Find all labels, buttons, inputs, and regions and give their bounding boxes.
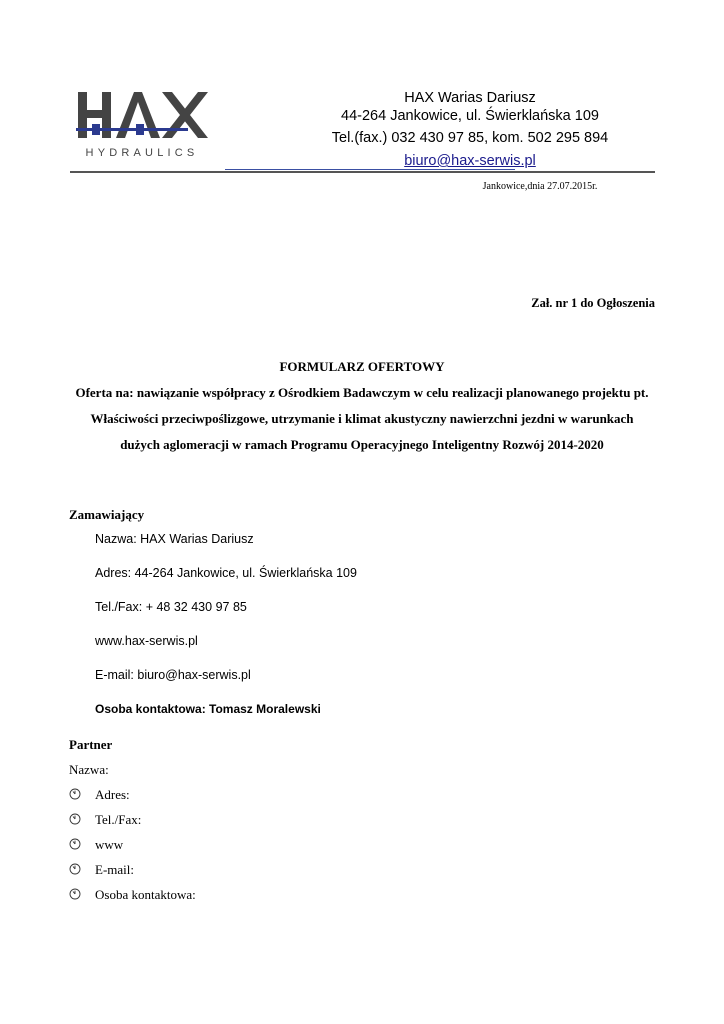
client-contact-person: Osoba kontaktowa: Tomasz Moralewski	[95, 702, 321, 716]
company-phone: Tel.(fax.) 032 430 97 85, kom. 502 295 894	[331, 130, 609, 146]
client-name: Nazwa: HAX Warias Dariusz	[95, 532, 254, 546]
client-phone: Tel./Fax: + 48 32 430 97 85	[95, 600, 247, 614]
clock-bullet-icon	[69, 863, 81, 875]
form-title: FORMULARZ OFERTOWY	[279, 359, 445, 374]
partner-field-label: E-mail:	[95, 862, 134, 877]
company-name: HAX Warias Dariusz	[404, 90, 536, 106]
client-heading: Zamawiający	[69, 507, 145, 522]
partner-field-www	[69, 837, 123, 853]
annex-label: Zał. nr 1 do Ogłoszenia	[531, 296, 655, 310]
partner-field-contact	[69, 887, 196, 903]
company-logo	[76, 90, 216, 166]
document-date: Jankowice,dnia 27.07.2015r.	[482, 181, 598, 192]
partner-field-label: Osoba kontaktowa:	[95, 887, 196, 902]
clock-bullet-icon	[69, 813, 81, 825]
logo-subtitle: HYDRAULICS	[85, 147, 199, 159]
partner-field-label: www	[95, 837, 124, 852]
clock-bullet-icon	[69, 788, 81, 800]
header-accent-line	[225, 169, 515, 170]
clock-bullet-icon	[69, 888, 81, 900]
header-divider	[70, 171, 655, 173]
partner-field-label: Tel./Fax:	[95, 812, 142, 827]
client-email: E-mail: biuro@hax-serwis.pl	[95, 668, 251, 682]
clock-bullet-icon	[69, 838, 81, 850]
offer-description: Oferta na: nawiązanie współpracy z Ośrodkiem Badawczym w celu realizacji planowanego projektu pt. Właściwości przeciwpoślizgowe, utrzymanie i klimat akustyczny nawierzchni jezdni w warunkach dużych aglomeracji w ramach Programu Operacyjnego Inteligentny Rozwój 2014-2020	[75, 385, 649, 452]
partner-field-email	[69, 862, 134, 878]
company-email-link[interactable]: biuro@hax-serwis.pl	[404, 153, 536, 169]
client-address: Adres: 44-264 Jankowice, ul. Świerklańska 109	[95, 566, 357, 580]
partner-field-address	[69, 787, 130, 803]
partner-name-label: Nazwa:	[69, 762, 109, 777]
partner-field-label: Adres:	[95, 787, 130, 802]
partner-field-phone	[69, 812, 141, 828]
company-address: 44-264 Jankowice, ul. Świerklańska 109	[341, 108, 599, 124]
partner-heading: Partner	[69, 737, 113, 752]
client-website: www.hax-serwis.pl	[95, 634, 198, 648]
